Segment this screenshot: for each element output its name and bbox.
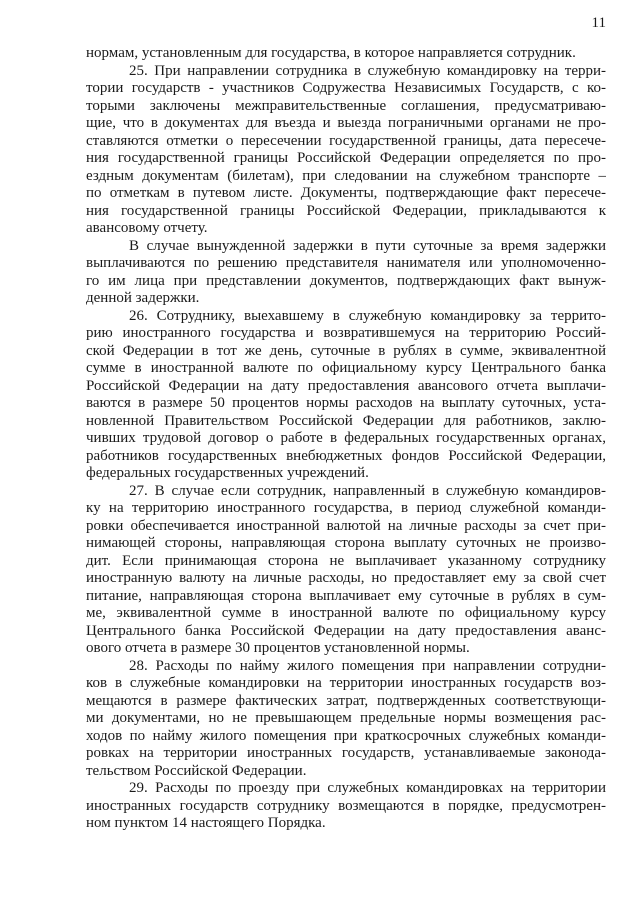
page-number: 11 (591, 15, 606, 31)
text-line: дит. Если принимающая сторона не выплачивает указанному сотруднику (86, 552, 606, 569)
text-line: нимающей стороны, направляющая сторона выплату суточных не произво- (86, 535, 606, 551)
text-line: новленной Правительством Российской Федерации для работников, заклю- (86, 412, 606, 429)
text-line: Центрального банка Российской Федерации на дату предоставления аванс- (86, 622, 606, 639)
text-line: мещаются в размере фактических затрат, подтвержденных соответствующи- (86, 692, 606, 709)
text-line: ми документами, но не превышающем предельные нормы возмещения рас- (86, 710, 606, 726)
text-line: Российской Федерации на дату предоставления авансового отчета выплачи- (86, 377, 606, 394)
text-line: 27. В случае если сотрудник, направленный в служебную командиров- (129, 482, 606, 499)
text-line: ваются в размере 50 процентов нормы расходов на выплату суточных, уста- (86, 395, 606, 411)
text-line: ового отчета в размере 30 процентов установленной нормы. (86, 640, 470, 656)
text-line: сумме в иностранной валюте по официальному курсу Центрального банка (86, 360, 606, 376)
text-line: торыми заключены межправительственные соглашения, предусматриваю- (86, 97, 606, 114)
text-line: выплачиваются по решению представителя нанимателя или уполномоченно- (86, 255, 606, 271)
text-line: В случае вынужденной задержки в пути суточные за время задержки (129, 237, 606, 254)
text-line: 25. При направлении сотрудника в служебную командировку на терри- (129, 62, 606, 79)
text-line: авансовому отчету. (86, 220, 208, 236)
text-line: денной задержки. (86, 290, 200, 306)
text-line: 26. Сотруднику, выехавшему в служебную командировку за террито- (129, 307, 606, 324)
text-line: иностранных государств сотруднику возмещаются в порядке, предусмотрен- (86, 797, 606, 814)
text-line: ской Федерации в тот же день, суточные в рублях в сумме, эквивалентной (86, 342, 606, 359)
text-line: ходов по найму жилого помещения при краткосрочных служебных команди- (86, 727, 606, 744)
text-line: по отметкам в путевом листе. Документы, подтверждающие факт пересече- (86, 185, 606, 201)
text-line: щие, что в документах для въезда и выезда пограничными органами не про- (86, 115, 606, 131)
document-body (86, 45, 606, 833)
text-line: федеральных государственных учреждений. (86, 465, 369, 481)
text-line: ния государственной границы Российской Федерации, прикладываются к (86, 202, 606, 219)
text-line: питание, направляющая сторона выплачивает ему суточные в рублях в сум- (86, 587, 606, 604)
text-line: иностранную валюту на личные расходы, но предоставляет ему за свой счет (86, 570, 606, 586)
text-line: 28. Расходы по найму жилого помещения при направлении сотрудни- (129, 657, 606, 674)
text-line: тельством Российской Федерации. (86, 762, 307, 779)
text-line: ме, эквивалентной сумме в иностранной валюте по официальному курсу (86, 605, 606, 621)
text-line: ков в служебные командировки на территории иностранных государств воз- (86, 675, 606, 691)
text-line: ния государственной границы Российской Федерации определяется по про- (86, 150, 606, 166)
text-line: ровках на территории иностранных государств, устанавливаемые законода- (86, 745, 606, 761)
text-line: ку на территорию иностранного государства, в период служебной команди- (86, 500, 606, 516)
text-line: ровки обеспечивается иностранной валютой на личные расходы за счет при- (86, 517, 606, 534)
text-line: рию иностранного государства и возвратившемуся на территорию Россий- (86, 325, 606, 341)
text-line: ном пунктом 14 настоящего Порядка. (86, 815, 326, 831)
text-line: чивших трудовой договор о работе в федеральных государственных органах, (86, 430, 606, 446)
text-line: ставляются отметки о пересечении государственной границы, дата пересече- (86, 132, 606, 149)
text-line: го им лица при представлении документов, подтверждающих факт вынуж- (86, 272, 606, 289)
text-line: ездным документам (билетам), при следовании на служебном транспорте – (86, 167, 606, 184)
text-line: нормам, установленным для государства, в которое направляется сотрудник. (86, 45, 576, 61)
text-line: тории государств - участников Содружества Независимых Государств, с ко- (86, 80, 606, 96)
text-line: 29. Расходы по проезду при служебных командировках на территории (129, 780, 606, 796)
text-line: работников государственных внебюджетных фондов Российской Федерации, (86, 447, 606, 464)
